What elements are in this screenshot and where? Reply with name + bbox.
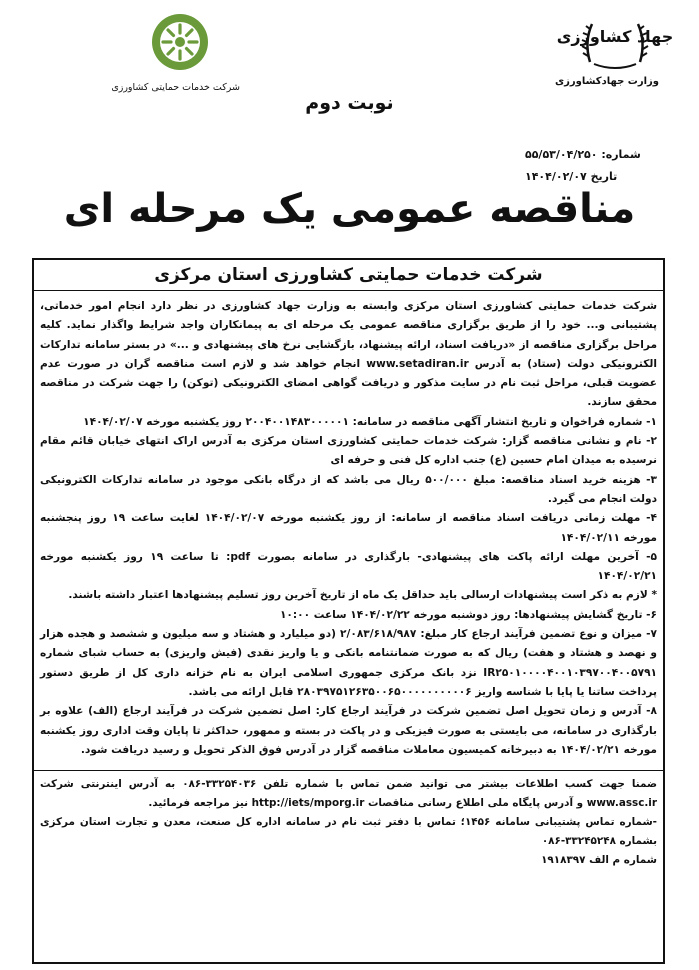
notice-round: نوبت دوم [305, 92, 394, 114]
intro-paragraph: شرکت خدمات حمایتی کشاورزی استان مرکزی وابسته به وزارت جهاد کشاورزی در نظر دارد انجام امور خدماتی، پشتیبانی و... خود را از طریق برگزاری مناقصه عمومی یک مرحله ای به پیمانکاران واجد شرایط واگذار نماید. کلیه مراحل برگزاری مناقصه از «دریافت اسناد، ارائه پیشنهاد، بازگشایی نرخ های پیشنهادی و ...» در بستر سامانه تدارکات الکترونیکی دولت (ستاد) به آدرس www.setadiran.ir انجام خواهد شد و لازم است مناقصه گران در صورت عدم عضویت قبلی، مراحل ثبت نام در سایت مذکور و دریافت گواهی امضای الکترونیکی (توکن) را جهت شرکت در مناقصه محقق سازند. [40, 300, 657, 409]
company-name: شرکت خدمات حمایتی کشاورزی [111, 82, 240, 93]
tender-item-1: ۱- شماره فراخوان و تاریخ انتشار آگهی مناقصه در سامانه: ۲۰۰۴۰۰۱۴۸۳۰۰۰۰۰۱ روز یکشنبه مورخه ۱۴۰۴/۰۲/۰۷ [83, 415, 657, 428]
reference-number: شماره: ۵۵/۵۳/۰۴/۲۵۰ [525, 148, 641, 161]
tender-item-6: ۶- تاریخ گشایش پیشنهادها: روز دوشنبه مورخه ۱۴۰۴/۰۲/۲۲ ساعت ۱۰:۰۰ [279, 608, 657, 621]
validity-note: * لازم به ذکر است پیشنهادات ارسالی باید حداقل یک ماه از تاریخ آخرین روز تسلیم پیشنهادها اعتبار داشته باشند. [68, 589, 657, 602]
tender-body [34, 291, 663, 760]
tender-item-2: ۲- نام و نشانی مناقصه گزار: شرکت خدمات حمایتی کشاورزی استان مرکزی به آدرس اراک انتهای خیابان قائم مقام نرسیده به میدان امام حسین (ع) جنب اداره کل فنی و حرفه ای [40, 435, 657, 467]
notice-date: تاریخ ۱۴۰۴/۰۲/۰۷ [525, 170, 618, 183]
ad-number: شماره م الف ۱۹۱۸۳۹۷ [541, 854, 657, 867]
ministry-logo-block [554, 12, 674, 87]
support-info: -شماره تماس پشتیبانی سامانه ۱۴۵۶؛ تماس با دفتر ثبت نام در سامانه اداره کل صنعت، معدن و تجارت استان مرکزی بشماره ۳۳۲۴۵۲۴۸-۰۸۶ [40, 816, 657, 848]
ministry-logo-icon [556, 12, 674, 70]
contact-info: ضمنا جهت کسب اطلاعات بیشتر می توانید ضمن تماس با شماره تلفن ۳۳۲۵۴۰۳۶-۰۸۶ به آدرس اینترنتی شرکت www.assc.ir و آدرس پایگاه ملی اطلاع رسانی مناقصات http://iets/mporg.ir نیز مراجعه فرمائید. [40, 778, 657, 810]
box-footer [34, 771, 663, 870]
ministry-name: وزارت جهادکشاورزی [554, 76, 659, 87]
tender-item-4: ۴- مهلت زمانی دریافت اسناد مناقصه از سامانه: از روز یکشنبه مورخه ۱۴۰۴/۰۲/۰۷ لغایت ساعت ۱۹ روز پنجشنبه مورخه ۱۴۰۴/۰۲/۱۱ [40, 512, 657, 544]
tender-item-5: ۵- آخرین مهلت ارائه پاکت های پیشنهادی- بارگذاری در سامانه بصورت pdf: تا ساعت ۱۹ روز یکشنبه مورخه ۱۴۰۴/۰۲/۲۱ [40, 550, 658, 583]
tender-box [32, 258, 665, 964]
page-title: مناقصه عمومی یک مرحله ای [63, 186, 636, 232]
tender-item-3: ۳- هزینه خرید اسناد مناقصه: مبلغ ۵۰۰/۰۰۰ ریال می باشد که از درگاه بانکی موجود در سامانه تدارکات الکترونیکی دولت انجام می گیرد. [40, 473, 657, 505]
tender-item-8: ۸- آدرس و زمان تحویل اصل تضمین شرکت در فرآیند ارجاع کار: اصل تضمین شرکت در فرآیند ارجاع (الف) علاوه بر بارگذاری در سامانه، می بایستی به صورت فیزیکی و در پاکت در بسته و ممهور، حداکثر تا پایان وقت اداری روز یکشنبه مورخه ۱۴۰۴/۰۲/۲۱ به دبیرخانه کمیسیون معاملات مناقصه گزار در آدرس فوق الذکر تحویل و رسید دریافت شود. [40, 705, 657, 756]
company-logo-block [111, 12, 240, 93]
tender-item-7: ۷- میزان و نوع تضمین فرآیند ارجاع کار مبلغ: ۲/۰۸۳/۶۱۸/۹۸۷ (دو میلیارد و هشتاد و سه میلیون و ششصد و هجده هزار و نهصد و هشتاد و هفت) ریال که به صورت ضمانتنامه بانکی و یا واریز نقدی (فیش واریزی) به حساب شبای شماره IR۲۵۰۱۰۰۰۰۴۰۰۱۰۳۹۷۰۰۴۰۰۵۷۹۱ نزد بانک مرکزی جمهوری اسلامی ایران به نام خزانه داری کل از طریق دستور پرداخت ساتنا یا پایا با شناسه واریز ۲۸۰۳۹۷۵۱۲۶۳۵۰۰۶۵۰۰۰۰۰۰۰۰۰۰۶ قابل ارائه می باشد. [40, 628, 657, 698]
ministry-logo-text: جهاد کشاورزی [556, 27, 674, 46]
company-logo-icon [150, 12, 210, 72]
box-heading: شرکت خدمات حمایتی کشاورزی استان مرکزی [34, 260, 663, 291]
